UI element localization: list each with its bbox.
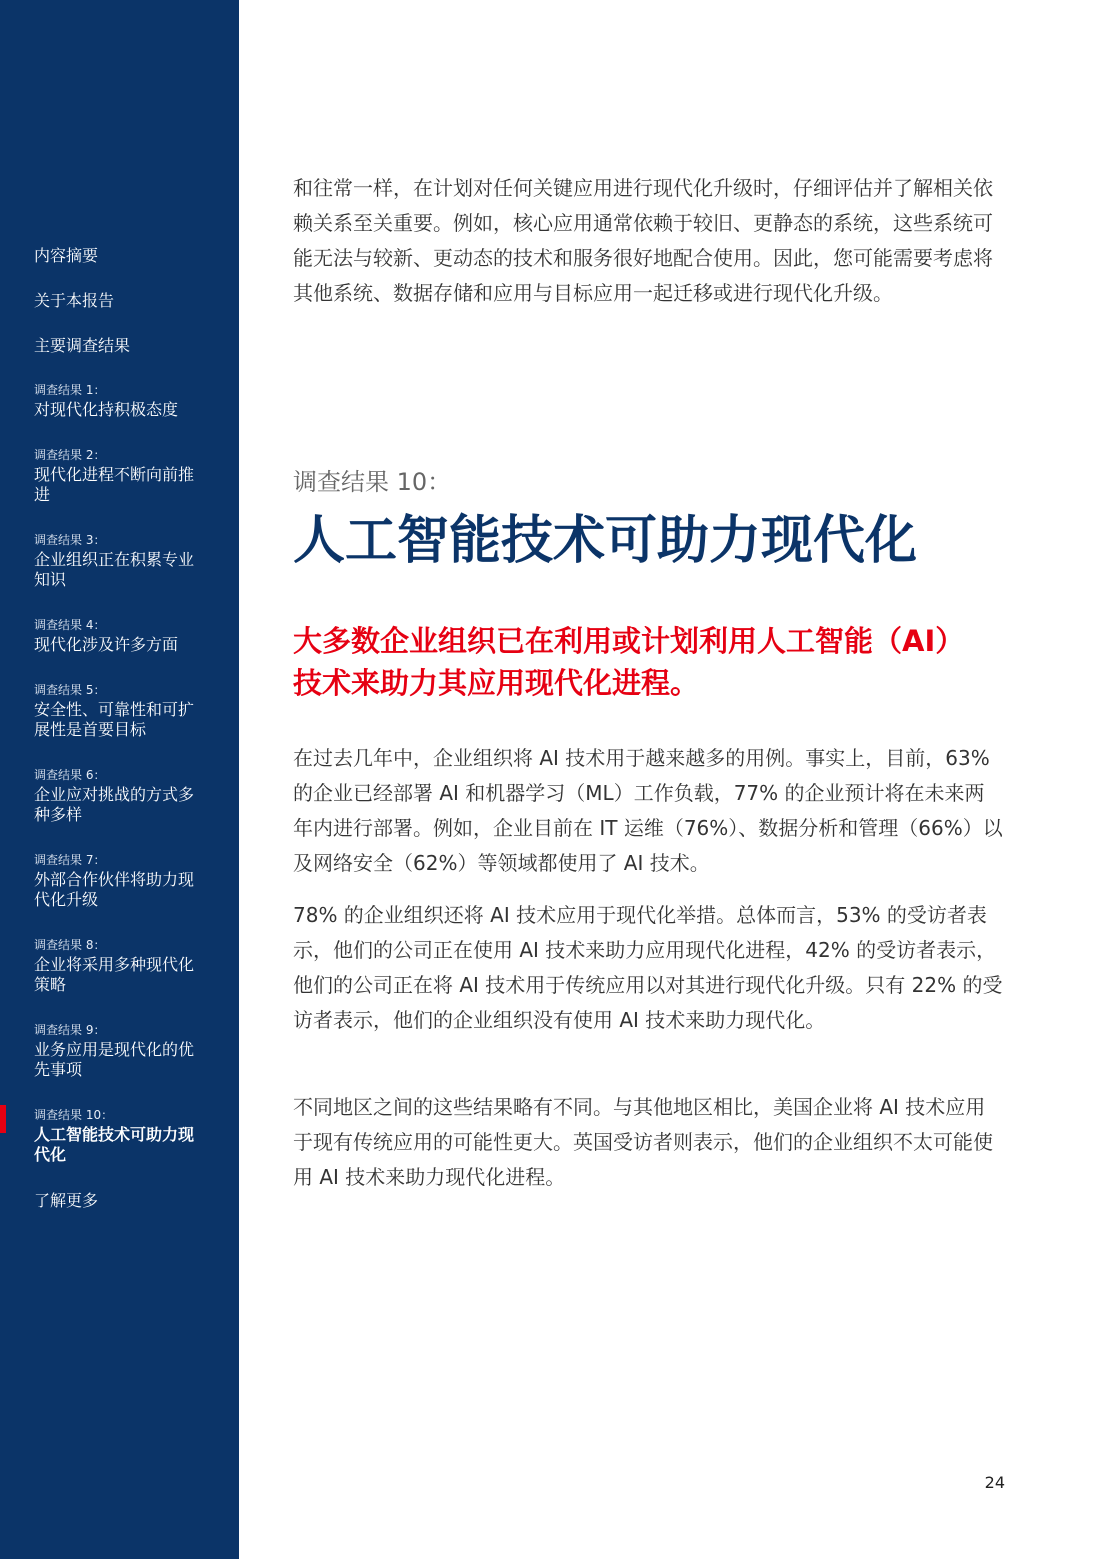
- finding-title: 人工智能技术可助力现代化: [34, 1125, 195, 1164]
- section-kicker: 调查结果 10：: [293, 468, 452, 496]
- body-paragraph: 78% 的企业组织还将 AI 技术应用于现代化举措。总体而言，53% 的受访者表示，他们的公司正在使用 AI 技术来助力应用现代化进程，42% 的受访者表示，他们的公司正在将 AI 技术用于传统应用以对其进行现代化升级。只有 22% 的受访者表示，他们的企业组织没有使用 AI 技术来助力现代化。: [293, 903, 1003, 1032]
- finding-title: 外部合作伙伴将助力现代化升级: [34, 870, 195, 909]
- sidebar-item-finding-2[interactable]: [34, 448, 199, 505]
- finding-title: 企业将采用多种现代化策略: [34, 955, 195, 994]
- finding-kicker: 调查结果 3：: [34, 533, 106, 547]
- finding-title: 现代化进程不断向前推进: [34, 465, 195, 504]
- finding-kicker: 调查结果 8：: [34, 938, 106, 952]
- body-paragraph: 在过去几年中，企业组织将 AI 技术用于越来越多的用例。事实上，目前，63% 的企业已经部署 AI 和机器学习（ML）工作负载，77% 的企业预计将在未来两年内进行部署。例如，企业目前在 IT 运维（76%）、数据分析和管理（66%）以及网络安全（62%）等领域都使用了 AI 技术。: [293, 746, 1003, 875]
- sidebar-item-finding-7[interactable]: [34, 853, 199, 910]
- finding-title: 企业应对挑战的方式多种多样: [34, 785, 195, 824]
- sidebar-item-finding-1[interactable]: [34, 383, 199, 420]
- active-item-marker: [0, 1105, 6, 1133]
- intro-paragraph: 和往常一样，在计划对任何关键应用进行现代化升级时，仔细评估并了解相关依赖关系至关重要。例如，核心应用通常依赖于较旧、更静态的系统，这些系统可能无法与较新、更动态的技术和服务很好地配合使用。因此，您可能需要考虑将其他系统、数据存储和应用与目标应用一起迁移或进行现代化升级。: [293, 176, 993, 305]
- finding-kicker: 调查结果 2：: [34, 448, 106, 462]
- sidebar-item-learn-more[interactable]: 了解更多: [34, 1191, 99, 1210]
- sidebar-item-finding-10[interactable]: [34, 1108, 199, 1165]
- finding-title: 企业组织正在积累专业知识: [34, 550, 195, 589]
- finding-kicker: 调查结果 5：: [34, 683, 106, 697]
- sidebar-nav: [0, 0, 239, 1559]
- finding-kicker: 调查结果 10：: [34, 1108, 114, 1122]
- finding-title: 业务应用是现代化的优先事项: [34, 1040, 195, 1079]
- sidebar-item-finding-5[interactable]: [34, 683, 199, 740]
- page-number: 24: [984, 1473, 1005, 1492]
- finding-kicker: 调查结果 4：: [34, 618, 106, 632]
- sidebar-item-key-findings[interactable]: 主要调查结果: [34, 336, 131, 355]
- finding-title: 安全性、可靠性和可扩展性是首要目标: [34, 700, 195, 739]
- finding-title: 对现代化持积极态度: [34, 400, 179, 419]
- finding-kicker: 调查结果 9：: [34, 1023, 106, 1037]
- finding-kicker: 调查结果 1：: [34, 383, 106, 397]
- sidebar-item-finding-8[interactable]: [34, 938, 199, 995]
- finding-kicker: 调查结果 6：: [34, 768, 106, 782]
- finding-title: 现代化涉及许多方面: [34, 635, 179, 654]
- sidebar-item-finding-4[interactable]: [34, 618, 199, 655]
- sidebar-item-finding-3[interactable]: [34, 533, 199, 590]
- sidebar-item-summary[interactable]: 内容摘要: [34, 246, 99, 265]
- sidebar-item-finding-6[interactable]: [34, 768, 199, 825]
- body-paragraph: 不同地区之间的这些结果略有不同。与其他地区相比，美国企业将 AI 技术应用于现有传统应用的可能性更大。英国受访者则表示，他们的企业组织不太可能使用 AI 技术来助力现代化进程。: [293, 1095, 993, 1189]
- section-subtitle: 大多数企业组织已在利用或计划利用人工智能（AI）技术来助力其应用现代化进程。: [293, 624, 965, 700]
- sidebar-item-about[interactable]: 关于本报告: [34, 291, 115, 310]
- page-title: 人工智能技术可助力现代化: [293, 511, 918, 571]
- sidebar-item-finding-9[interactable]: [34, 1023, 199, 1080]
- finding-kicker: 调查结果 7：: [34, 853, 106, 867]
